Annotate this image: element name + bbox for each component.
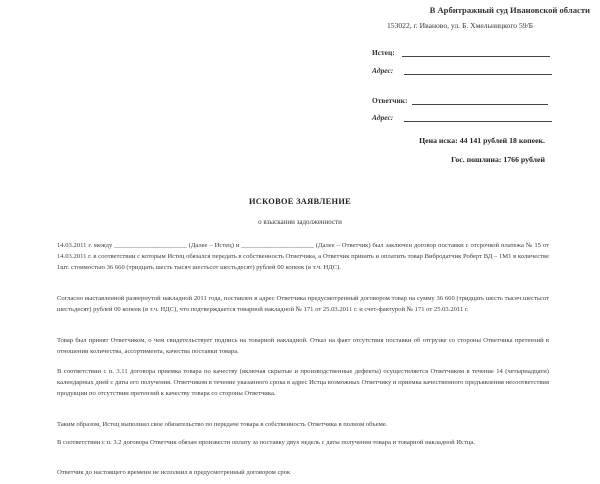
defendant-address-line: [372, 113, 552, 122]
paragraph-7: Ответчик до настоящего времени не исполнил в предусмотренный договором срок: [57, 469, 291, 476]
plaintiff-label: Истец:: [372, 48, 395, 57]
paragraph-1: 14.03.2011 г. между ______________________ (Далее – Истец) и ______________________ (Далее – Ответчик) был заключен договор поставки с отсрочкой платежа № 15 от 14.03.2011 г. в соответствии с которым Истец обязался передать в собственность Ответчика, а Ответчик принять и оплатить товар Вибродатчик Роберт ВД – 1М1 в количестве 1шт. стоимостью 36 660 (тридцать шесть тысяч шестьсот шестьдесят) рублей 00 копеек (в т.ч. НДС).: [57, 242, 549, 272]
paragraph-6: В соответствии с п. 3.2 договора Ответчик обязан произвести оплату за поставку двух недель с даты получения товара и товарной накладной Истца.: [57, 439, 475, 446]
blank-line: [404, 113, 552, 122]
paragraph-2: Согласно выставленной развернутой накладной 2011 года, поставлен в адрес Ответчика предусмотренный договором товар на сумму 36 660 (тридцать шесть тысяч шестьсот шестьдесят) рублей 00 копеек (в т.ч. НДС), что подтверждается товарной накладной № 171 от 25.03.2011 г. и счет-фактурой № 171 от 25.03.2011 г.: [57, 295, 549, 314]
court-name: В Арбитражный суд Ивановской области: [429, 5, 590, 15]
blank-line: [402, 48, 550, 57]
claim-price: Цена иска: 44 141 рублей 18 копеек.: [419, 136, 545, 145]
blank-line: [412, 96, 548, 105]
paragraph-4: В соответствии с п. 3.11 договора приемка товара по качеству (включая скрытые и производственные дефекты) осуществляется Ответчиком в течение 14 (четырнадцати) календарных дней с даты его получения. Ответчиком в течение указанного срока в адрес Истца возможных Ответчику и приемка качественного предъявления несоответствия продукции по отсутствии претензий к качеству товара со стороны Ответчика.: [57, 368, 549, 398]
paragraph-5: Таким образом, Истец выполнил свое обязательство по передаче товара в собственность Ответчика в полном объеме.: [57, 421, 388, 428]
defendant-label: Ответчик:: [372, 96, 408, 105]
plaintiff-address-label: Адрес:: [372, 66, 394, 75]
document-subtitle: о взыскании задолженности: [258, 218, 342, 226]
document-header: [330, 4, 590, 32]
defendant-name-line: [372, 96, 548, 105]
blank-line: [404, 66, 552, 75]
state-fee: Гос. пошлина: 1766 рублей: [451, 155, 545, 164]
plaintiff-name-line: [372, 48, 550, 57]
document-title: ИСКОВОЕ ЗАЯВЛЕНИЕ: [248, 197, 352, 206]
court-address: 153022, г. Иваново, ул. Б. Хмельницкого 59/Б: [386, 21, 534, 30]
paragraph-3: Товар был принят Ответчиком, о чем свидетельствует подпись на товарной накладной. Отказ на факт отсутствия поставки об отгрузке со стороны Ответчика претензий в отношении количества, ассортимента, качества поставки товара.: [57, 337, 549, 356]
defendant-address-label: Адрес:: [372, 113, 394, 122]
plaintiff-address-line: [372, 66, 552, 75]
